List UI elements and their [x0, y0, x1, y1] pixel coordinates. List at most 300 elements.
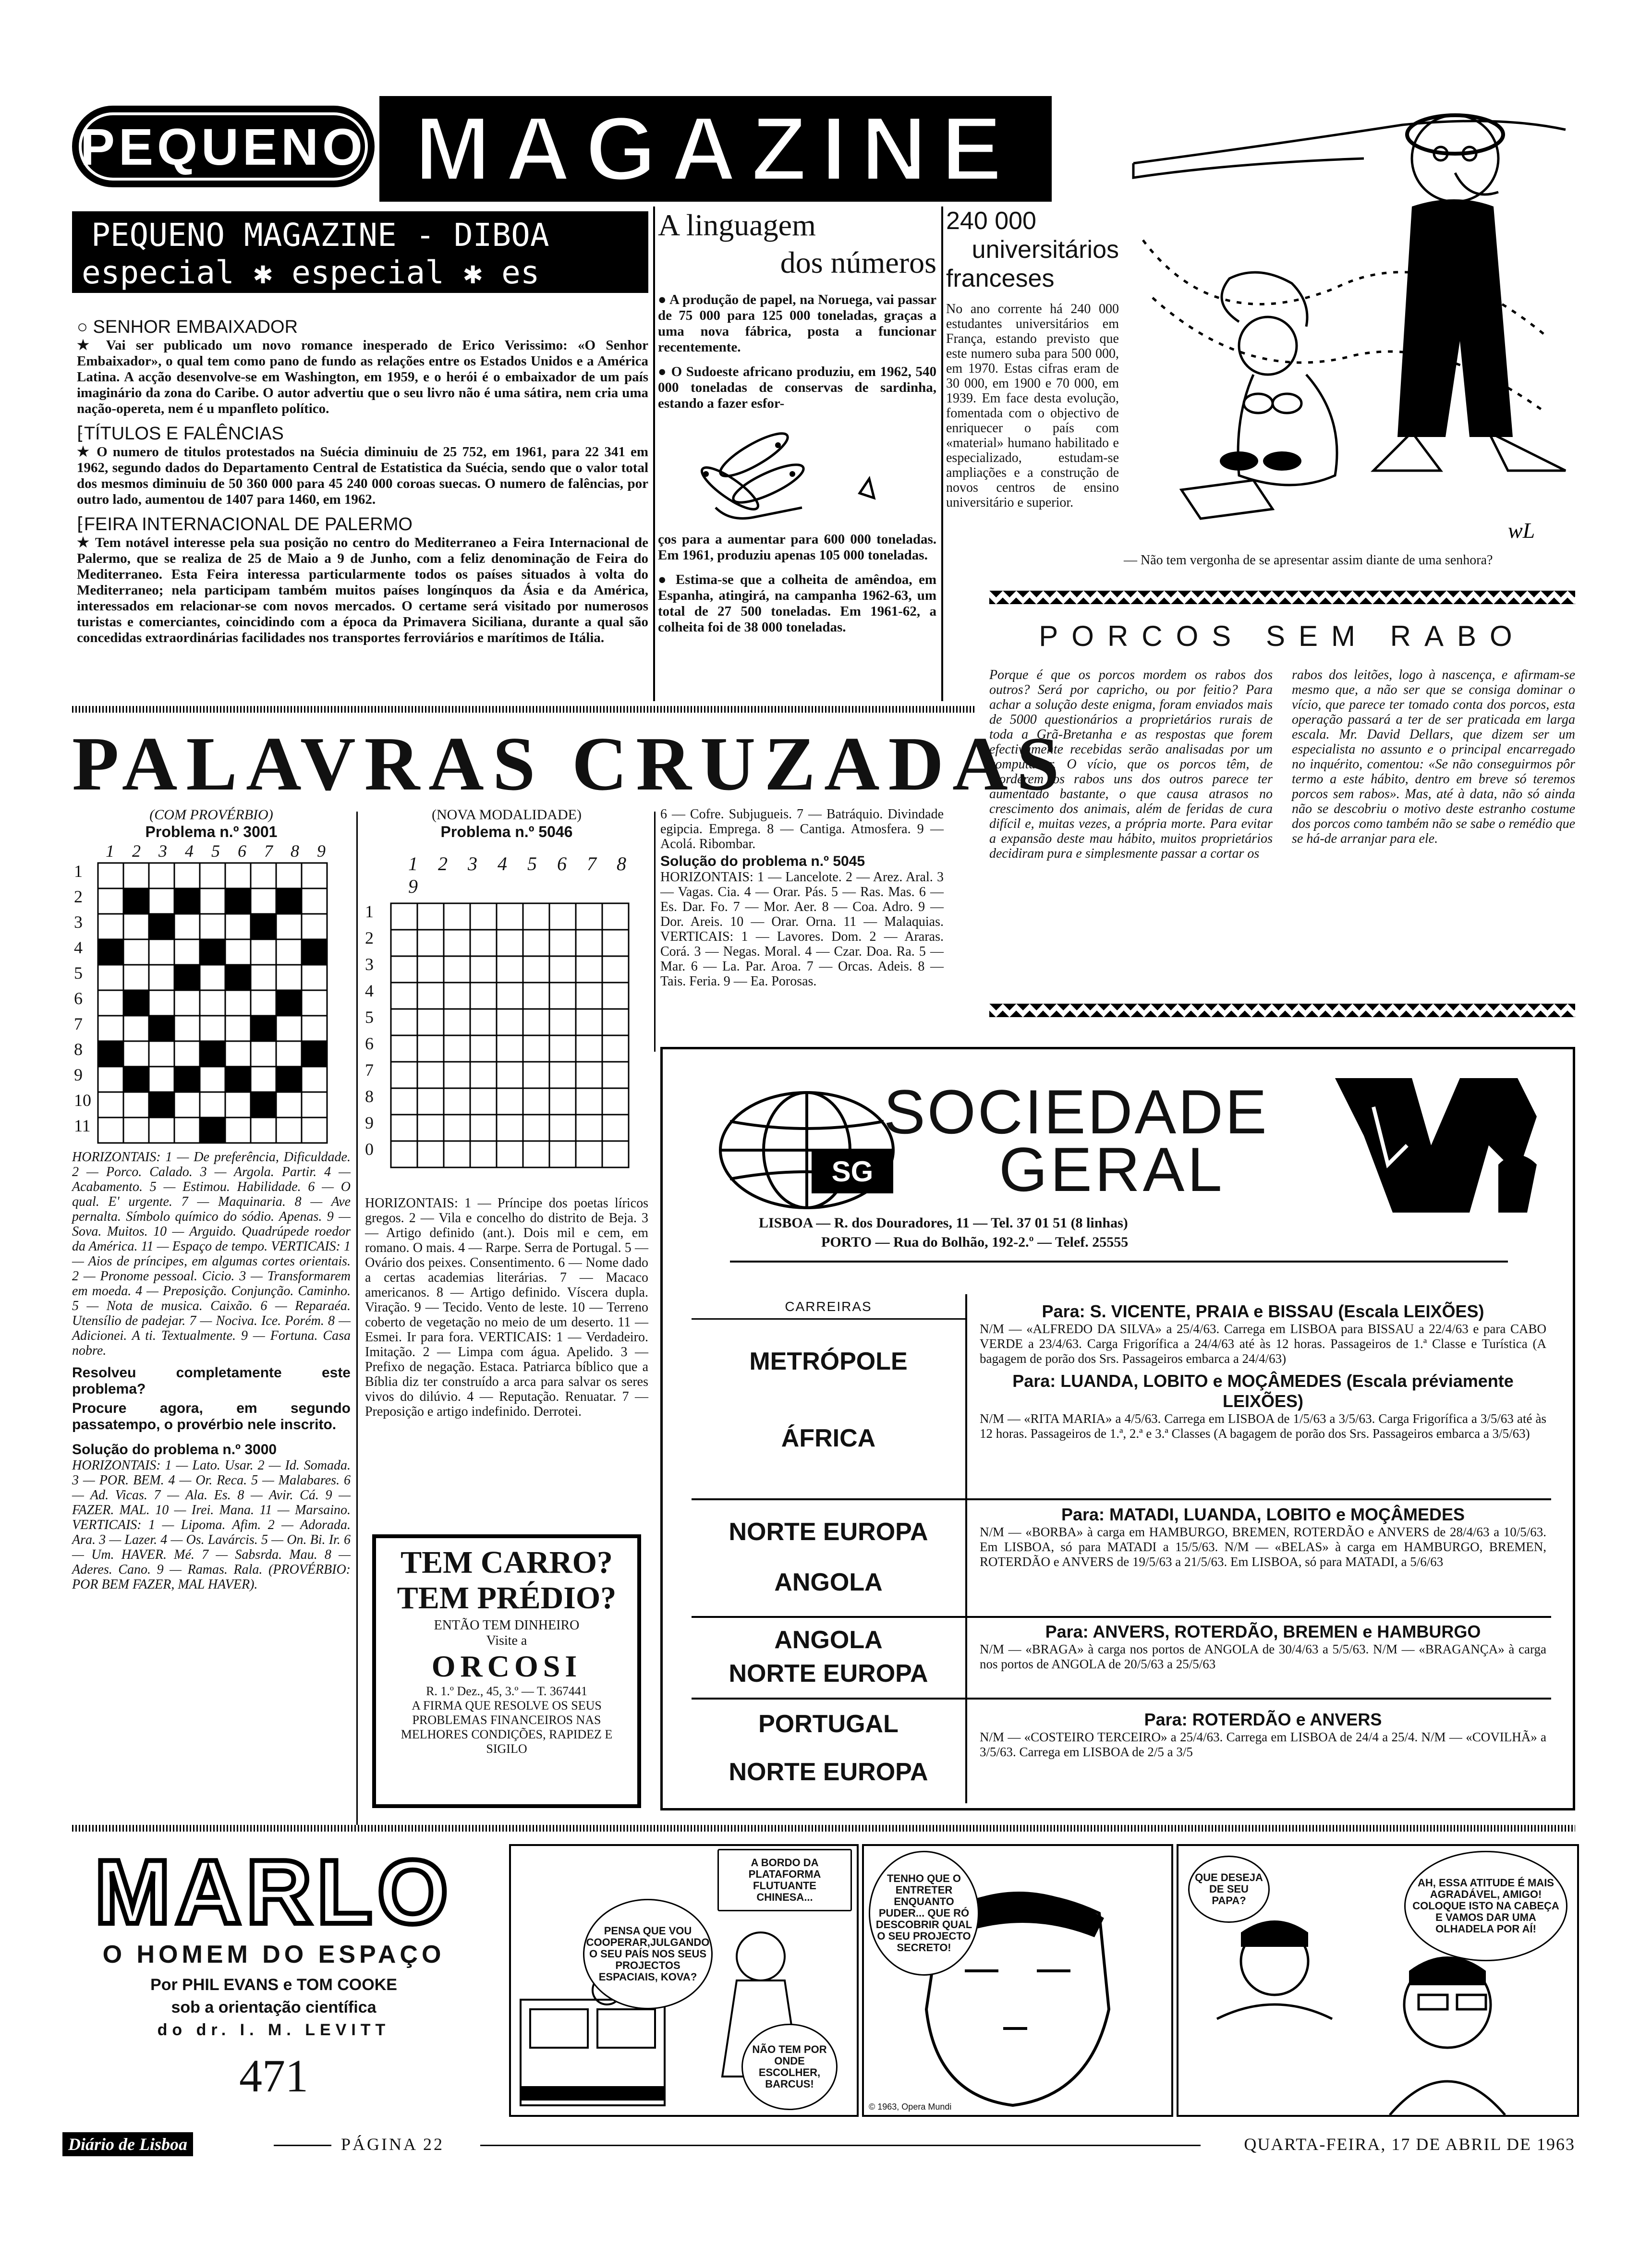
grid-cell[interactable] [470, 1062, 497, 1088]
magazine-block [379, 96, 1052, 202]
grid-cell[interactable] [576, 1088, 602, 1115]
grid-cell[interactable] [602, 1088, 629, 1115]
route-text: N/M — «RITA MARIA» a 4/5/63. Carrega em LISBOA de 1/5/63 a 3/5/63. Carga Frigorífica a 3/5/63 até às 12 horas. Passageiros de 1.ª, 2.ª e 3.ª Classes (A bagagem de porão dos Srs. Passageiros embarca a 3/5/63) [980, 1411, 1546, 1441]
grid-cell[interactable] [576, 956, 602, 983]
grid-cell[interactable] [470, 1115, 497, 1141]
grid-cell[interactable] [602, 1115, 629, 1141]
grid-cell[interactable] [391, 1141, 417, 1167]
marlo-orientation: sob a orientação científica [171, 1998, 377, 2016]
grid-cell [276, 888, 302, 914]
grid-cell[interactable] [602, 956, 629, 983]
sol-5045-text: HORIZONTAIS: 1 — Lancelote. 2 — Arez. Aral. 3 — Vagas. Cia. 4 — Orar. Pás. 5 — Ras. Mas. 6 — Es. Dar. Fo. 7 — Mor. Aer. 8 — Coa. Adro. 9 — Dor. Areis. 10 — Orar. Orna. 11 — Malaquias. VERTICAIS: 1 — Lavores. Dom. 2 — Araras. Corá. 3 — Negas. Moral. 4 — Czar. Doa. Ra. 5 — Mar. 6 — La. Par. Aroa. 7 — Orcas. Adeis. 8 — Tais. Feria. 9 — Ea. Porosas. [660, 870, 944, 989]
route-left: ANGOLA [774, 1626, 883, 1654]
grid-cell[interactable] [174, 1117, 200, 1143]
grid-cell[interactable] [391, 983, 417, 1009]
marlo-authors: Por PHIL EVANS e TOM COOKE [150, 1976, 397, 1994]
grid-cell[interactable] [251, 1041, 276, 1067]
grid-cell[interactable] [602, 983, 629, 1009]
news-text: ★ Vai ser publicado um novo romance inesperado de Erico Verissimo: «O Senhor Embaixador», o qual tem como pano de fundo as relações entre os Estados Unidos e a América Latina. A acção desenvolve-se em Washington, em 1959, e o herói é o embaixador de um país imaginário da zona do Caribe. O autor advertiu que o seu livro não é uma sátira, nem cria uma nação-opereta, nem é u mpanfleto político. [77, 338, 648, 416]
grid-cell[interactable] [251, 965, 276, 990]
grid-cell[interactable] [497, 1088, 523, 1115]
cartoon-signature: wL [1508, 518, 1535, 543]
grid-cell[interactable] [444, 1035, 470, 1062]
route-left: NORTE EUROPA [729, 1518, 928, 1546]
comic-bubble: NÃO TEM POR ONDE ESCOLHER, BARCUS! [741, 2024, 838, 2110]
grid-cell[interactable] [576, 1141, 602, 1167]
grid-cell[interactable] [417, 1088, 444, 1115]
p2-grid-svg[interactable] [389, 901, 639, 1190]
grid-cell[interactable] [444, 903, 470, 930]
grid-cell[interactable] [576, 1009, 602, 1035]
grid-cell [302, 1041, 327, 1067]
grid-cell [98, 1041, 123, 1067]
grid-cell [174, 965, 200, 990]
banner-line-1: PEQUENO MAGAZINE - DIBOA [91, 217, 549, 254]
news-text: ★ O numero de titulos protestados na Suécia diminuiu de 25 752, em 1961, para 22 341 em 1962, segundo dados do Departamento Central de Estatistica da Suécia, sendo que o valor total dos mesmos diminuiu de 50 360 000 para 45 240 000 coroas suecas. O numero de falências, por outro lado, aumentou de 1407 para 1460, em 1962. [77, 444, 649, 507]
grid-cell[interactable] [174, 990, 200, 1016]
grid-cell [251, 914, 276, 939]
grid-cell[interactable] [276, 1016, 302, 1041]
grid-cell [200, 1117, 225, 1143]
grid-cell [123, 888, 149, 914]
grid-cell[interactable] [444, 983, 470, 1009]
grid-cell[interactable] [497, 983, 523, 1009]
grid-cell[interactable] [98, 1067, 123, 1092]
sg-name-2: GERAL [999, 1134, 1225, 1204]
grid-cell[interactable] [391, 1062, 417, 1088]
grid-cell [123, 990, 149, 1016]
column-rule [941, 206, 943, 701]
grid-cell[interactable] [225, 1016, 251, 1041]
p1-title: Problema n.º 3001 [145, 823, 278, 840]
grid-cell [149, 914, 174, 939]
sg-row-rule [692, 1498, 1551, 1500]
grid-cell[interactable] [302, 1092, 327, 1117]
grid-cell[interactable] [549, 1115, 576, 1141]
sg-row-rule [692, 1616, 1551, 1618]
grid-cell[interactable] [276, 1092, 302, 1117]
grid-cell[interactable] [497, 1115, 523, 1141]
p1-resolveu: Resolveu completamente este problema? [72, 1365, 351, 1397]
sg-address-2: PORTO — Rua do Bolhão, 192-2.º — Telef. 25555 [821, 1234, 1129, 1250]
section-rule [72, 1825, 1575, 1832]
grid-cell[interactable] [417, 1062, 444, 1088]
grid-cell[interactable] [549, 903, 576, 930]
sg-emblem [1316, 1059, 1556, 1232]
grid-cell[interactable] [149, 1117, 174, 1143]
grid-cell [174, 1067, 200, 1092]
grid-cell[interactable] [444, 1009, 470, 1035]
porcos-col2: rabos dos leitões, logo à nascença, e afirmam-se mesmo que, a não ser que se consiga dominar o vício, que parece ter tomado conta dos porcos, esta operação passará a ter de ser praticada em larga escala. Mr. David Dellars, que dizem ser um especialista no assunto e o principal encarregado no inquérito, comentou: «Se não conseguirmos pôr termo a este hábito, dentro em breve só teremos porcos sem rabos». Mas, até à data, não só ainda não se descobriu o motivo deste estranho costume dos porcos como também não se sabe o remédio que se há-de arranjar para ele. [1292, 668, 1575, 846]
grid-cell[interactable] [576, 983, 602, 1009]
route-title: Para: ROTERDÃO e ANVERS [1144, 1710, 1382, 1729]
porcos-col1: Porque é que os porcos mordem os rabos dos outros? Será por capricho, ou por feitio? Para achar a solução deste enigma, foram enviados mais de 5000 questionários a proprietários rurais de toda a Grã-Bretanha e as respostas que forem efectivamente recebidas serão analisadas por um computador. O vício, que os porcos têm, de morderem os rabos uns dos outros parece ter aumentado bastante, o que causa atrasos no crescimento dos animais, além de feridas de cura difícil e, muitas vezes, a própria morte. Para evitar a expansão deste mau hábito, muitos proprietários decidiram pura e simplesmente passar a cortar os [989, 668, 1273, 861]
universitarios-title: 240 000 universitários franceses [946, 207, 1119, 292]
grid-cell[interactable] [251, 1067, 276, 1092]
left-news [77, 317, 648, 646]
grid-cell[interactable] [602, 1035, 629, 1062]
grid-cell[interactable] [470, 930, 497, 956]
grid-cell[interactable] [497, 1062, 523, 1088]
grid-cell[interactable] [174, 1092, 200, 1117]
comic-bubble: AH, ESSA ATITUDE É MAIS AGRADÁVEL, AMIGO! COLOQUE ISTO NA CABEÇA E VAMOS DAR UMA OLHADELA POR AÍ! [1404, 1851, 1567, 1961]
grid-cell[interactable] [549, 930, 576, 956]
grid-cell[interactable] [602, 930, 629, 956]
grid-cell[interactable] [225, 1092, 251, 1117]
grid-cell[interactable] [98, 965, 123, 990]
grid-cell[interactable] [523, 983, 549, 1009]
grid-cell[interactable] [497, 1141, 523, 1167]
marlo-doctor: do dr. I. M. LEVITT [157, 2021, 390, 2039]
comic-copyright: © 1963, Opera Mundi [869, 2102, 952, 2112]
grid-cell[interactable] [549, 1088, 576, 1115]
grid-cell[interactable] [123, 1092, 149, 1117]
grid-cell[interactable] [497, 930, 523, 956]
sg-carreiras: CARREIRAS [785, 1299, 872, 1314]
grid-cell [200, 939, 225, 965]
linguagem-p2b: ços para a aumentar para 600 000 toneladas. Em 1961, produziu apenas 105 000 toneladas. [658, 532, 936, 563]
route-detail [980, 1710, 1546, 1760]
grid-cell[interactable] [302, 1067, 327, 1092]
sg-logo-text: SG [831, 1155, 874, 1188]
grid-cell[interactable] [549, 1035, 576, 1062]
route-left: PORTUGAL [758, 1710, 899, 1738]
orcosi-line4: Visite a [486, 1633, 527, 1648]
pequeno-oval [72, 106, 375, 187]
grid-cell [225, 888, 251, 914]
news-item [77, 513, 648, 646]
grid-cell[interactable] [523, 1009, 549, 1035]
grid-cell [276, 990, 302, 1016]
grid-cell[interactable] [497, 956, 523, 983]
grid-cell[interactable] [470, 903, 497, 930]
grid-cell[interactable] [444, 1141, 470, 1167]
grid-cell[interactable] [417, 1115, 444, 1141]
comic-bubble: QUE DESEJA DE SEU PAPA? [1188, 1856, 1270, 1923]
crossword-title: PALAVRAS CRUZADAS [72, 721, 1068, 806]
grid-cell[interactable] [497, 1035, 523, 1062]
grid-cell[interactable] [470, 1141, 497, 1167]
grid-cell[interactable] [98, 914, 123, 939]
grid-cell[interactable] [302, 914, 327, 939]
p2-sub: (NOVA MODALIDADE) [432, 807, 582, 823]
grid-cell[interactable] [391, 1009, 417, 1035]
comic-panel-3 [1177, 1844, 1579, 2117]
grid-cell[interactable] [497, 903, 523, 930]
grid-cell [149, 1092, 174, 1117]
grid-cell[interactable] [470, 956, 497, 983]
column-rule [653, 206, 655, 701]
footer-rule [274, 2145, 331, 2146]
grid-cell[interactable] [200, 990, 225, 1016]
grid-cell[interactable] [444, 1062, 470, 1088]
p1-clues: HORIZONTAIS: 1 — De preferência, Dificuldade. 2 — Porco. Calado. 3 — Argola. Partir. 4 — Acabamento. 5 — Estimou. Habilidade. 6 — O qual. E' urgente. 7 — Maquinaria. 8 — Ave pernalta. Símbolo químico do sódio. Apenas. 9 — Sova. Muitos. 10 — Arguido. Quadrúpede roedor da América. 11 — Espaço de tempo. VERTICAIS: 1 — Aios de príncipes, em algumas cortes orientais. 2 — Pronome pessoal. Cicio. 3 — Transformarem em moeda. 4 — Preposição. Conjunção. Caminho. 5 — Nota de musica. Caixão. 6 — Reparaéa. Utensílio de padejar. 7 — Nociva. Ice. Porém. 8 — Adicionei. A ti. Textualmente. 9 — Fortuna. Casa nobre. [72, 1150, 351, 1358]
marlo-subtitle: O HOMEM DO ESPAÇO [102, 1941, 445, 1968]
grid-cell[interactable] [123, 965, 149, 990]
grid-cell[interactable] [225, 1041, 251, 1067]
grid-cell[interactable] [444, 930, 470, 956]
sol-3000-title: Solução do problema n.º 3000 [72, 1442, 277, 1457]
p2-grid [365, 901, 648, 1192]
sociedade-geral-ad[interactable] [660, 1047, 1575, 1810]
sg-address-1: LISBOA — R. dos Douradores, 11 — Tel. 37 01 51 (8 linhas) [759, 1215, 1128, 1231]
grid-cell [225, 1067, 251, 1092]
grid-cell[interactable] [149, 1041, 174, 1067]
grid-cell[interactable] [470, 983, 497, 1009]
grid-cell[interactable] [549, 1009, 576, 1035]
column-rule [356, 812, 358, 1825]
grid-cell[interactable] [523, 1035, 549, 1062]
grid-cell[interactable] [225, 914, 251, 939]
grid-cell[interactable] [602, 1009, 629, 1035]
route-text: N/M — «COSTEIRO TERCEIRO» a 25/4/63. Carrega em LISBOA de 24/4 a 25/4. N/M — «COVILHÃ» a 3/5/63. Carrega em LISBOA de 2/5 a 3/5 [980, 1730, 1546, 1759]
column-rule [654, 812, 656, 1052]
sg-name-1: SOCIEDADE [884, 1077, 1269, 1147]
problem-3001 [72, 807, 351, 1592]
grid-cell[interactable] [417, 983, 444, 1009]
grid-cell[interactable] [470, 1009, 497, 1035]
section-rule [72, 706, 975, 713]
grid-cell[interactable] [302, 1016, 327, 1041]
grid-cell [98, 939, 123, 965]
grid-cell[interactable] [225, 939, 251, 965]
grid-cell [225, 965, 251, 990]
sol-5045-title: Solução do problema n.º 5045 [660, 853, 865, 869]
grid-cell[interactable] [444, 956, 470, 983]
diver-cartoon [1124, 96, 1575, 567]
grid-cell[interactable] [174, 939, 200, 965]
grid-cell[interactable] [276, 939, 302, 965]
route-title: Para: MATADI, LUANDA, LOBITO e MOÇÂMEDES [1061, 1505, 1465, 1524]
linguagem-title: A linguagem dos números [658, 208, 936, 279]
grid-cell[interactable] [523, 1115, 549, 1141]
p1-grid-svg[interactable] [96, 861, 346, 1144]
grid-cell[interactable] [302, 863, 327, 888]
news-text: ★ Tem notável interesse pela sua posição no centro do Mediterraneo a Feira Internacional de Palermo, que se realiza de 25 de Maio a 9 de Junho, com a feliz denominação de Feira do Mediterraneo. Esta Feira interessa particularmente todos os países situados à volta do Mediterraneo; nela participam também muitos países longínquos da Ásia e da América, interessados em relacionar-se com novos mercados. O certame será visitado por numerosos turistas e comerciantes, coincidindo com a época da Primavera Siciliana, durante a qual são concedidas extraordinárias facilidades nos transportes ferroviários e marítimos de Itália. [77, 535, 648, 645]
sg-row-rule [692, 1698, 1551, 1700]
grid-cell[interactable] [276, 1117, 302, 1143]
comic-bubble: TENHO QUE O ENTRETER ENQUANTO PUDER... QUE RÓ DESCOBRIR QUAL O SEU PROJECTO SECRETO! [869, 1851, 979, 1976]
grid-cell[interactable] [523, 1141, 549, 1167]
grid-cell[interactable] [174, 1016, 200, 1041]
banner-line-2: especial ✱ especial ✱ es [82, 254, 540, 291]
porcos-title: PORCOS SEM RABO [1039, 620, 1526, 652]
grid-cell[interactable] [276, 965, 302, 990]
problem-5046 [365, 807, 648, 1419]
crossword-col3 [660, 807, 944, 989]
grid-cell[interactable] [417, 1009, 444, 1035]
porcos-border-bottom [989, 1004, 1575, 1017]
grid-cell[interactable] [225, 863, 251, 888]
grid-cell[interactable] [251, 888, 276, 914]
grid-cell[interactable] [417, 930, 444, 956]
grid-cell[interactable] [576, 1062, 602, 1088]
grid-cell[interactable] [251, 1117, 276, 1143]
linguagem-p2: ● O Sudoeste africano produziu, em 1962, 540 000 toneladas de conservas de sardinha, estando a fazer esfor- [658, 364, 936, 411]
universitarios-text: No ano corrente há 240 000 estudantes universitários em França, estando previsto que este numero suba para 500 000, em 1970. Estas cifras eram de 30 000, em 1900 e 70 000, em 1939. Em face desta evolução, fomentada com o objectivo de enriquecer o país com «material» humano habilitado e especializado, estudam-se ampliações e a construção de novos centros de ensino universitário e superior. [946, 302, 1119, 510]
grid-cell[interactable] [549, 956, 576, 983]
p2-clues: HORIZONTAIS: 1 — Príncipe dos poetas líricos gregos. 2 — Vila e concelho do distrito de Beja. 3 — Artigo definido (ant.). Dois mil e cem, em romano. O mais. 4 — Rarpe. Serra de Portugal. 5 — Ovário dos peixes. Consentimento. 6 — Nome dado a certas academias literárias. 7 — Macaco americanos. 8 — Artigo definido. Víscera dupla. Viração. 9 — Tecido. Vento de leste. 10 — Terreno coberto de vegetação no meio de um deserto. 11 — Esmei. Ir para fora. VERTICAIS: 1 — Verdadeiro. Imitação. 2 — Limpa com água. Apelido. 3 — Prefixo de negação. Estaca. Patriarca bíblico que a Bíblia diz ter construído a arca para salvar os seres vivos do dilúvio. 4 — Reputação. Renuatar. 7 — Preposição e artigo indefinido. Derrotei. [365, 1196, 648, 1419]
news-heading: ○ SENHOR EMBAIXADOR [77, 317, 298, 337]
grid-cell[interactable] [149, 888, 174, 914]
grid-cell[interactable] [98, 1016, 123, 1041]
route-left: ÁFRICA [781, 1424, 876, 1452]
footer-page: PÁGINA 22 [341, 2135, 445, 2154]
route-title: Para: LUANDA, LOBITO e MOÇÂMEDES (Escala préviamente LEIXÕES) [1012, 1371, 1514, 1411]
grid-cell[interactable] [276, 863, 302, 888]
grid-cell[interactable] [602, 1141, 629, 1167]
p1-sub: (COM PROVÉRBIO) [149, 807, 273, 823]
grid-cell[interactable] [391, 1088, 417, 1115]
grid-cell [302, 939, 327, 965]
grid-cell[interactable] [123, 914, 149, 939]
grid-cell[interactable] [302, 888, 327, 914]
grid-cell[interactable] [98, 1092, 123, 1117]
footer [62, 2132, 1575, 2161]
grid-cell[interactable] [174, 914, 200, 939]
grid-cell[interactable] [200, 1016, 225, 1041]
grid-cell[interactable] [225, 990, 251, 1016]
grid-cell[interactable] [576, 930, 602, 956]
orcosi-address: R. 1.º Dez., 45, 3.º — T. 367441 [426, 1684, 587, 1698]
comic-caption: A BORDO DA PLATAFORMA FLUTUANTE CHINESA... [717, 1849, 852, 1911]
grid-cell[interactable] [417, 1141, 444, 1167]
p2-col-numbers: 1 2 3 4 5 6 7 8 9 [408, 853, 634, 897]
pequeno-word: PEQUENO [80, 117, 367, 176]
p2-title: Problema n.º 5046 [440, 823, 573, 840]
grid-cell[interactable] [98, 888, 123, 914]
grid-cell[interactable] [149, 939, 174, 965]
grid-cell [123, 1067, 149, 1092]
grid-cell[interactable] [123, 863, 149, 888]
grid-cell[interactable] [251, 863, 276, 888]
grid-cell[interactable] [98, 1117, 123, 1143]
grid-cell[interactable] [523, 930, 549, 956]
grid-cell[interactable] [391, 903, 417, 930]
masthead [72, 96, 1052, 202]
route-text: N/M — «BRAGA» à carga nos portos de ANGOLA de 30/4/63 a 5/5/63. N/M — «BRAGANÇA» à carga nos portos de ANGOLA de 20/5/63 a 25/5/63 [980, 1642, 1546, 1671]
grid-cell[interactable] [417, 903, 444, 930]
grid-cell[interactable] [123, 1117, 149, 1143]
route-left: METRÓPOLE [749, 1348, 908, 1375]
footer-date: QUARTA-FEIRA, 17 DE ABRIL DE 1963 [1244, 2135, 1575, 2154]
orcosi-ad[interactable] [372, 1534, 641, 1808]
grid-cell[interactable] [302, 990, 327, 1016]
footer-paper: Diário de Lisboa [62, 2132, 193, 2156]
route-text: N/M — «BORBA» à carga em HAMBURGO, BREMEN, ROTERDÃO e ANVERS de 28/4/63 a 10/5/63. Em LISBOA, só para MATADI a 15/5/63. N/M — «BELAS» à carga em HAMBURGO, BREMEN, ROTERDÃO e ANVERS de 19/5/63 a 21/5/63. Em LISBOA, só para MATADI, a 5/6/63 [980, 1525, 1546, 1569]
grid-cell[interactable] [200, 1067, 225, 1092]
grid-cell[interactable] [251, 990, 276, 1016]
sg-table-rule [692, 1318, 965, 1320]
grid-cell[interactable] [576, 1115, 602, 1141]
grid-cell[interactable] [576, 903, 602, 930]
grid-cell[interactable] [417, 1035, 444, 1062]
linguagem-article [658, 206, 936, 635]
grid-cell[interactable] [523, 1088, 549, 1115]
grid-cell[interactable] [149, 863, 174, 888]
marlo-promo [62, 1841, 485, 2132]
grid-cell[interactable] [200, 888, 225, 914]
grid-cell[interactable] [444, 1088, 470, 1115]
grid-cell[interactable] [149, 965, 174, 990]
grid-cell[interactable] [123, 939, 149, 965]
p1-row-numbers: 1 2 3 4 5 6 7 8 9 10 11 [74, 862, 91, 1135]
grid-cell[interactable] [225, 1117, 251, 1143]
grid-cell[interactable] [123, 1041, 149, 1067]
sg-globe [716, 1088, 898, 1213]
grid-cell[interactable] [200, 914, 225, 939]
orcosi-tagline: A FIRMA QUE RESOLVE OS SEUS PROBLEMAS FINANCEIROS NAS MELHORES CONDIÇÕES, RAPIDEZ E SIGILO [401, 1699, 613, 1756]
grid-cell[interactable] [123, 1016, 149, 1041]
grid-cell[interactable] [391, 1115, 417, 1141]
grid-cell[interactable] [200, 965, 225, 990]
grid-cell[interactable] [497, 1009, 523, 1035]
route-text: N/M — «ALFREDO DA SILVA» a 25/4/63. Carrega em LISBOA para BISSAU a 22/4/63 e para CABO VERDE a 23/4/63. Carga Frigorífica a 24/4/63 até às 12 horas. Passageiros de 1.ª Classe e Turística (A bagagem de porão dos Srs. Passageiros embarca a 24/4/63) [980, 1322, 1546, 1366]
grid-cell[interactable] [149, 1067, 174, 1092]
grid-cell[interactable] [602, 903, 629, 930]
grid-cell[interactable] [98, 990, 123, 1016]
grid-cell[interactable] [523, 1062, 549, 1088]
grid-cell[interactable] [200, 1092, 225, 1117]
grid-cell[interactable] [276, 1041, 302, 1067]
grid-cell[interactable] [417, 956, 444, 983]
orcosi-name: ORCOSI [431, 1649, 582, 1683]
grid-cell[interactable] [174, 1041, 200, 1067]
grid-cell[interactable] [391, 1035, 417, 1062]
marlo-title: MARLO [94, 1841, 453, 1943]
grid-cell[interactable] [200, 863, 225, 888]
magazine-word: MAGAZINE [414, 98, 1017, 200]
grid-cell[interactable] [302, 1117, 327, 1143]
porcos-border-top [989, 591, 1575, 604]
route-left: NORTE EUROPA [729, 1758, 928, 1786]
grid-cell[interactable] [549, 1141, 576, 1167]
grid-cell[interactable] [391, 930, 417, 956]
grid-cell[interactable] [470, 1088, 497, 1115]
grid-cell[interactable] [523, 956, 549, 983]
news-item [77, 317, 648, 417]
route-detail [980, 1622, 1546, 1672]
grid-cell[interactable] [302, 965, 327, 990]
grid-cell[interactable] [549, 1062, 576, 1088]
p1-col-numbers: 1 2 3 4 5 6 7 8 9 [106, 841, 332, 861]
route-detail [980, 1505, 1546, 1569]
sg-table-divider [965, 1294, 967, 1803]
news-item [77, 423, 648, 508]
orcosi-line3: ENTÃO TEM DINHEIRO [434, 1618, 580, 1633]
linguagem-p1: ● A produção de papel, na Noruega, vai passar de 75 000 para 125 000 toneladas, graças a uma nova fábrica, posta a funcionar recentemente. [658, 292, 936, 355]
grid-cell[interactable] [251, 939, 276, 965]
grid-cell[interactable] [549, 983, 576, 1009]
grid-cell[interactable] [470, 1035, 497, 1062]
p1-grid [74, 861, 351, 1147]
comic-panel-1 [509, 1844, 859, 2117]
p2-row-numbers: 1 2 3 4 5 6 7 8 9 0 [365, 902, 374, 1159]
grid-cell [276, 1067, 302, 1092]
grid-cell[interactable] [576, 1035, 602, 1062]
grid-cell[interactable] [523, 903, 549, 930]
grid-cell[interactable] [98, 863, 123, 888]
grid-cell [251, 1092, 276, 1117]
grid-cell[interactable] [602, 1062, 629, 1088]
grid-cell[interactable] [444, 1115, 470, 1141]
news-heading: ⁅TÍTULOS E FALÊNCIAS [77, 424, 284, 444]
orcosi-line1: TEM CARRO? [401, 1545, 613, 1580]
grid-cell[interactable] [149, 990, 174, 1016]
grid-cell[interactable] [391, 956, 417, 983]
grid-cell[interactable] [174, 863, 200, 888]
grid-cell[interactable] [276, 914, 302, 939]
